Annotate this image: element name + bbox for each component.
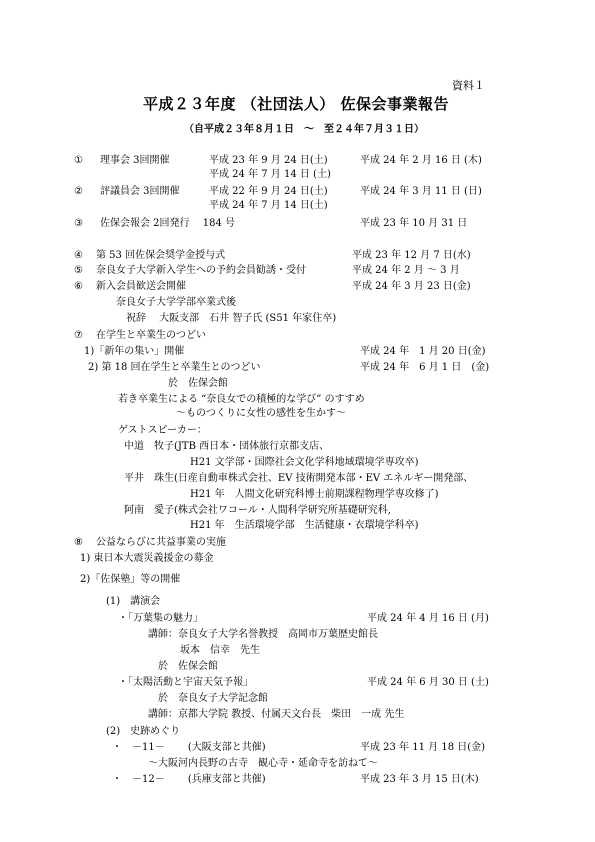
item-date: 平成 24 年 3 月 11 日 (日) — [360, 186, 482, 197]
tour-item: ・ －11－ (大阪支部と共催) — [112, 742, 266, 753]
lecturer: 講師：奈良女子大学名誉教授 高岡市万葉歴史館長 — [148, 629, 378, 640]
item-date: 平成 22 年 9 月 24 日(土) — [209, 186, 328, 197]
item-date: 平成 23 年 11 月 18 日(金) — [360, 742, 486, 753]
item-date: 平成 24 年 2 月 ～ 3 月 — [352, 265, 460, 276]
item-date: 平成 24 年 6 月 1 日 (金) — [360, 362, 490, 373]
item-date: 平成 24 年 4 月 16 日 (月) — [367, 613, 489, 624]
item-number: ⑥ — [74, 281, 83, 292]
event-theme: 若き卒業生による “奈良女での積極的な学び” のすすめ — [118, 394, 365, 405]
item-number: ⑦ — [74, 330, 83, 341]
item-text: 公益ならびに共益事業の実施 — [96, 537, 226, 548]
venue: 於 佐保会館 — [168, 378, 228, 389]
item-date: 平成 24 年 7 月 14 日(土) — [209, 200, 328, 211]
item-subtext: 2) 第 18 回在学生と卒業生とのつどい — [88, 362, 261, 373]
report-period: （自平成２３年８月１日 ～ 至２４年７月３１日） — [184, 124, 424, 135]
item-subtext: 1) 東日本大震災義援金の募金 — [80, 553, 214, 564]
item-date: 平成 23 年 3 月 15 日(木) — [360, 774, 479, 785]
item-date: 平成 23 年 9 月 24 日(土) — [209, 155, 328, 166]
item-text: 理事会 3回開催 — [100, 155, 170, 166]
item-subtext: 2)「佐保塾」等の開催 — [80, 574, 181, 585]
lecturer-name: 坂本 信幸 先生 — [180, 645, 260, 656]
item-date: 平成 23 年 12 月 7 日(水) — [352, 250, 471, 261]
item-date: 平成 23 年 10 月 31 日 — [360, 218, 468, 229]
lecturer: 講師：京都大学院 教授、付属天文台長 柴田 一成 先生 — [148, 709, 405, 720]
guest-speaker-detail: H21 文学部・国際社会文化学科地域環境学専攻卒) — [190, 457, 419, 468]
item-date: 平成 24 年 6 月 30 日 (土) — [367, 677, 489, 688]
item-text: 新入会員歓送会開催 — [96, 281, 186, 292]
venue: 於 佐保会館 — [158, 661, 218, 672]
document-label: 資料１ — [452, 79, 485, 92]
guest-heading: ゲストスピーカー： — [118, 425, 207, 436]
item-number: ⑤ — [74, 265, 83, 276]
guest-speaker-detail: H21 年 生活環境学部 生活健康・衣環境学科卒) — [190, 520, 419, 531]
item-subtext: 祝辞 大阪支部 石井 智子氏 (S51 年家住卒) — [126, 313, 337, 324]
item-number: ④ — [74, 250, 83, 261]
guest-speaker: 中道 牧子(JTB 西日本・団体旅行京都支店、 — [124, 441, 330, 452]
item-text: 第 53 回佐保会奨学金授与式 — [96, 250, 226, 261]
item-text: 奈良女子大学新入学生への予約会員勧誘・受付 — [96, 265, 306, 276]
item-subtext: 奈良女子大学学部卒業式後 — [116, 297, 236, 308]
item-number: ⑧ — [74, 537, 83, 548]
item-date: 平成 24 年 2 月 16 日 (木) — [360, 155, 482, 166]
item-text: 評議員会 3回開催 — [100, 186, 180, 197]
tour-subtitle: ～大阪河内長野の古寺 観心寺・延命寺を訪ねて～ — [148, 758, 378, 769]
guest-speaker-detail: H21 年 人間文化研究科博士前期課程物理学専攻修了) — [190, 489, 439, 500]
item-date: 平成 24 年 7 月 14 日 (土) — [209, 169, 331, 180]
item-date: 平成 24 年 1 月 20 日(金) — [360, 346, 486, 357]
lecture-title: ・「万葉集の魅力」 — [118, 613, 203, 624]
event-subtheme: ～ものつくりに女性の感性を生かす～ — [176, 408, 346, 419]
item-text: 佐保会報会 2回発行 184 号 — [100, 218, 235, 229]
item-date: 平成 24 年 3 月 23 日(金) — [352, 281, 471, 292]
venue: 於 奈良女子大学記念館 — [158, 693, 268, 704]
lecture-heading: (1) 講演会 — [106, 596, 161, 607]
page-title: 平成２３年度 （社団法人） 佐保会事業報告 — [143, 95, 449, 113]
item-number: ③ — [74, 218, 83, 229]
guest-speaker: 阿南 愛子(株式会社ワコール・人間科学研究所基礎研究科, — [124, 505, 391, 516]
lecture-title: ・「太陽活動と宇宙天気予報」 — [118, 677, 253, 688]
tour-item: ・ －12－ (兵庫支部と共催) — [112, 774, 266, 785]
item-number: ② — [74, 186, 83, 197]
guest-speaker: 平井 珠生(日産自動車株式会社、EV 技術開発本部・EV エネルギー開発部、 — [124, 473, 474, 484]
item-text: 在学生と卒業生のつどい — [96, 330, 206, 341]
item-number: ① — [74, 155, 83, 166]
history-tour-heading: (2) 史跡めぐり — [106, 726, 181, 737]
item-subtext: 1)「新年の集い」開催 — [84, 346, 185, 357]
